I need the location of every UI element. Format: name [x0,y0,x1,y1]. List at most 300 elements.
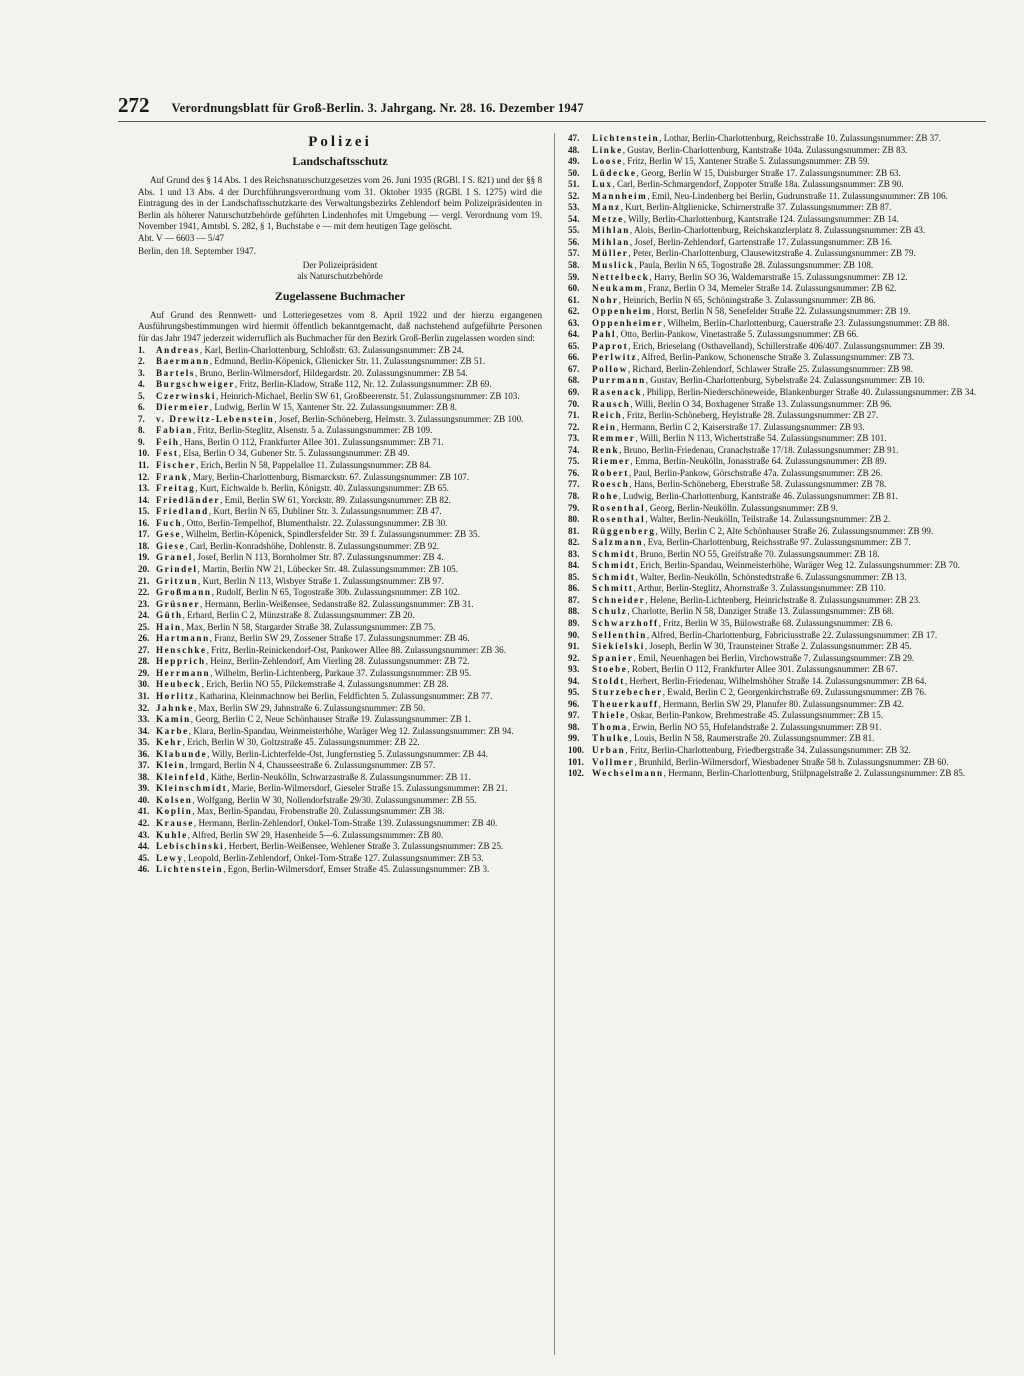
entry-details: , Erich, Berlin W 30, Goltzstraße 45. Zulassungsnummer: ZB 22. [182,737,420,748]
bookmaker-name: Spanier [592,652,634,663]
entry-number: 22. [138,587,150,598]
entry-number: 25. [138,621,150,632]
decree-paragraph: Auf Grund des § 14 Abs. 1 des Reichsnaturschutzgesetzes vom 26. Juni 1935 (RGBl. I S. 821) und der §§ 8 Abs. 1 und 13 Abs. 4 der Durchführungsverordnung vom 31. Oktober 1935 (RGBl. I S. 1275) wird die Eintragung des in der Landschaftsschutzkarte des Verwaltungsbezirks Zehlendorf beim Polizeipräsidenten in Berlin als höherer Naturschutzbehörde geführten Lindenhofes mit Umgebung — vergl. Verordnung vom 19. November 1941, Amtsbl. S. 282, § 1, Buchstabe e — mit dem heutigen Tage gelöscht. [138,175,542,232]
entry-details: , Bruno, Berlin-Wilmersdorf, Hildegardstr. 20. Zulassungsnummer: ZB 54. [194,367,468,378]
entry-number: 98. [568,721,580,732]
entry-details: , Georg, Berlin-Neukölln. Zulassungsnummer: ZB 9. [645,502,838,513]
entry-details: , Wolfgang, Berlin W 30, Nollendorfstraße 29/30. Zulassungsnummer: ZB 55. [192,794,477,805]
entry-number: 72. [568,421,580,432]
list-item [138,495,542,507]
entry-number: 3. [138,367,145,378]
entry-number: 33. [138,714,150,725]
list-item [568,745,988,757]
entry-number: 7. [138,413,145,424]
list-item [138,472,542,484]
entry-details: , Ewald, Berlin C 2, Georgenkirchstraße 69. Zulassungsnummer: ZB 76. [662,687,927,698]
list-item [138,760,542,772]
bookmaker-name: Freitag [156,483,196,494]
list-item [138,772,542,784]
list-item [138,552,542,564]
bookmaker-name: Perlwitz [592,352,638,363]
entry-details: , Edmund, Berlin-Köpenick, Glienicker Str. 11. Zulassungsnummer: ZB 51. [209,356,486,367]
list-item [138,368,542,380]
list-item [138,356,542,368]
list-item [568,722,988,734]
entry-number: 1. [138,344,145,355]
list-item [568,710,988,722]
bookmaker-name: Mannheim [592,190,648,201]
bookmaker-name: Heubeck [156,679,202,690]
bookmaker-name: Giese [156,540,186,551]
date-line: Berlin, den 18. September 1947. [138,246,256,257]
bookmaker-name: Klein [156,760,186,771]
list-item [568,283,988,295]
entry-details: , Robert, Berlin O 112, Frankfurter Allee 301. Zulassungsnummer: ZB 67. [627,664,898,675]
entry-number: 45. [138,852,150,863]
bookmaker-name: Baermann [156,356,210,367]
section-heading: Polizei [308,134,372,150]
bookmaker-name: Manz [592,202,621,213]
bookmaker-name: Rein [592,421,617,432]
entry-details: , Bruno, Berlin-Friedenau, Cranachstraße 17/18. Zulassungsnummer: ZB 91. [619,444,899,455]
bookmaker-name: Sturzebecher [592,687,663,698]
entry-number: 50. [568,167,580,178]
bookmaker-name: Muslick [592,260,635,271]
list-item [568,179,988,191]
entry-details: , Hermann, Berlin SW 29, Planufer 80. Zulassungsnummer: ZB 42. [658,698,904,709]
list-item [138,668,542,680]
list-item [568,618,988,630]
entry-details: , Elsa, Berlin O 34, Gubener Str. 5. Zulassungsnummer: ZB 49. [178,448,410,459]
entry-number: 4. [138,379,145,390]
list-item [568,491,988,503]
entry-number: 54. [568,213,580,224]
list-item [138,610,542,622]
entry-number: 43. [138,829,150,840]
list-item [138,645,542,657]
entry-details: , Willy, Berlin C 2, Alte Schönhauser Straße 26. Zulassungsnummer: ZB 99. [655,525,934,536]
entry-number: 28. [138,656,150,667]
entry-details: , Helene, Berlin-Lichtenberg, Heinrichstraße 8. Zulassungsnummer: ZB 23. [645,594,921,605]
entry-number: 80. [568,514,580,525]
entry-number: 95. [568,687,580,698]
bookmaker-name: Rüggenberg [592,525,656,536]
entry-details: , Charlotte, Berlin N 58, Danziger Straße 13. Zulassungsnummer: ZB 68. [627,606,894,617]
authority-signature [138,260,542,283]
list-item [568,537,988,549]
entry-number: 58. [568,260,580,271]
bookmaker-name: Klabunde [156,748,208,759]
entry-details: , Max, Berlin SW 29, Jahnstraße 6. Zulassungsnummer: ZB 50. [193,702,426,713]
entry-details: , Erhard, Berlin C 2, Münzstraße 8. Zulassungsnummer: ZB 20. [182,610,415,621]
entry-details: , Karl, Berlin-Charlottenburg, Schloßstr. 63. Zulassungsnummer: ZB 24. [199,344,464,355]
bookmaker-name: Thiele [592,710,626,721]
list-item [568,503,988,515]
list-item [138,564,542,576]
list-item [138,818,542,830]
entry-details: , Walter, Berlin-Neukölln, Schönstedtstraße 6. Zulassungsnummer: ZB 13. [635,571,907,582]
bookmaker-name: Koplin [156,806,193,817]
entry-details: , Alfred, Berlin SW 29, Hasenheide 5—6. Zulassungsnummer: ZB 80. [187,829,444,840]
entry-details: , Kurt, Berlin N 113, Wisbyer Straße 1. Zulassungsnummer: ZB 97. [198,575,444,586]
entry-details: , Marie, Berlin-Wilmersdorf, Gieseler Straße 15. Zulassungsnummer: ZB 21. [227,783,508,794]
entry-details: , Hermann, Berlin C 2, Kaiserstraße 17. Zulassungsnummer: ZB 93. [616,421,865,432]
entry-number: 31. [138,690,150,701]
authority-line-1: Der Polizeipräsident [302,259,378,270]
bookmaker-name: Theuerkauff [592,698,659,709]
bookmaker-name: Reich [592,410,623,421]
entry-details: , Josef, Berlin-Zehlendorf, Gartenstraße 17. Zulassungsnummer: ZB 16. [629,236,893,247]
list-item [138,518,542,530]
entry-details: , Emil, Neuenhagen bei Berlin, Virchowstraße 7. Zulassungsnummer: ZB 29. [633,652,915,663]
entry-number: 79. [568,502,580,513]
bookmaker-name: Pollow [592,363,628,374]
bookmaker-name: Pahl [592,329,617,340]
entry-number: 81. [568,525,580,536]
entry-number: 42. [138,817,150,828]
authority-line-2: als Naturschutzbehörde [297,271,383,282]
entry-details: , Käthe, Berlin-Neukölln, Schwarzastraße 8. Zulassungsnummer: ZB 11. [206,771,471,782]
entry-number: 63. [568,317,580,328]
list-item [568,364,988,376]
entry-number: 84. [568,560,580,571]
list-item [568,168,988,180]
bookmaker-name: Kamin [156,714,191,725]
entry-number: 67. [568,363,580,374]
bookmaker-name: Güth [156,610,183,621]
list-item [138,391,542,403]
entry-details: , Arthur, Berlin-Steglitz, Ahornstraße 3. Zulassungsnummer: ZB 110. [633,583,886,594]
list-item [138,576,542,588]
left-column [138,133,542,876]
entry-number: 26. [138,633,150,644]
entry-number: 94. [568,675,580,686]
entry-number: 74. [568,444,580,455]
bookmaker-name: Czerwinski [156,390,216,401]
entry-details: , Ludwig, Berlin W 15, Xantener Str. 22. Zulassungsnummer: ZB 8. [209,402,457,413]
entry-details: , Kurt, Berlin N 65, Dubliner Str. 3. Zulassungsnummer: ZB 47. [208,506,442,517]
entry-number: 6. [138,402,145,413]
bookmaker-name: Stoebe [592,664,628,675]
bookmaker-name: Rosenthal [592,502,646,513]
bookmaker-name: Thulke [592,733,630,744]
page-header [118,93,986,117]
entry-details: , Irmgard, Berlin N 4, Chausseestraße 6. Zulassungsnummer: ZB 57. [185,760,436,771]
entry-number: 65. [568,340,580,351]
entry-details: , Otto, Berlin-Tempelhof, Blumenthalstr. 22. Zulassungsnummer: ZB 30. [182,517,448,528]
list-item [568,433,988,445]
entry-number: 36. [138,748,150,759]
entry-number: 44. [138,841,150,852]
gazette-title: Verordnungsblatt für Groß-Berlin. 3. Jahrgang. Nr. 28. 16. Dezember 1947 [171,101,584,115]
bookmaker-name: Siekielski [592,641,645,652]
entry-details: , Mary, Berlin-Charlottenburg, Bismarckstr. 67. Zulassungsnummer: ZB 107. [188,471,470,482]
entry-details: , Josef, Berlin-Schöneberg, Helmstr. 3. Zulassungsnummer: ZB 100. [274,413,524,424]
entry-details: , Erich, Brieselang (Osthavelland), Schillerstraße 406/407. Zulassungsnummer: ZB 39. [628,340,945,351]
list-item [568,549,988,561]
entry-details: , Gustav, Berlin-Charlottenburg, Sybelstraße 24. Zulassungsnummer: ZB 10. [645,375,925,386]
entry-details: , Josef, Berlin N 113, Bornholmer Str. 87. Zulassungsnummer: ZB 4. [192,552,444,563]
bookmaker-name: Lebischinski [156,841,225,852]
entry-number: 91. [568,641,580,652]
entry-details: , Paul, Berlin-Pankow, Görschstraße 47a. Zulassungsnummer: ZB 26. [628,467,883,478]
entry-details: , Otto, Berlin-Pankow, Vinetastraße 5. Zulassungsnummer: ZB 66. [616,329,859,340]
bookmaker-name: v. Drewitz-Lebenstein [156,413,275,424]
list-item [568,399,988,411]
bookmaker-name: Großmann [156,587,212,598]
bookmaker-name: Hain [156,621,182,632]
entry-number: 49. [568,156,580,167]
entry-number: 12. [138,471,150,482]
entry-details: , Emil, Neu-Lindenberg bei Berlin, Gudrunstraße 11. Zulassungsnummer: ZB 106. [647,190,948,201]
entry-details: , Bruno, Berlin NO 55, Greifstraße 70. Zulassungsnummer: ZB 18. [635,548,880,559]
bookmaker-name: Fest [156,448,179,459]
list-item [138,841,542,853]
bookmaker-name: Remmer [592,433,636,444]
bookmaker-name: Horlitz [156,690,195,701]
list-item [568,595,988,607]
entry-number: 8. [138,425,145,436]
bookmaker-name: Rausch [592,398,631,409]
entry-number: 100. [568,744,584,755]
list-item [568,479,988,491]
list-item [568,318,988,330]
entry-number: 48. [568,144,580,155]
list-item [138,679,542,691]
entry-number: 14. [138,494,150,505]
bookmaker-name: Karbe [156,725,189,736]
entry-details: , Carl, Berlin-Konradshöhe, Dohlenstr. 8. Zulassungsnummer: ZB 92. [185,540,440,551]
entry-details: , Hans, Berlin-Schöneberg, Eberstraße 58. Zulassungsnummer: ZB 78. [629,479,887,490]
entry-details: , Herbert, Berlin-Weißensee, Wehlener Straße 3. Zulassungsnummer: ZB 25. [224,841,504,852]
list-item [568,214,988,226]
list-item [138,749,542,761]
bookmaker-name: Neukamm [592,283,644,294]
entry-details: , Erich, Berlin N 58, Pappelallee 11. Zulassungsnummer: ZB 84. [196,460,432,471]
entry-number: 32. [138,702,150,713]
entry-details: , Wilhelm, Berlin-Köpenick, Spindlersfelder Str. 39 f. Zulassungsnummer: ZB 35. [181,529,480,540]
bookmaker-name: Schulz [592,606,628,617]
bookmaker-name: Feih [156,436,180,447]
entry-details: , Emil, Berlin SW 61, Yorckstr. 89. Zulassungsnummer: ZB 82. [220,494,451,505]
entry-number: 2. [138,356,145,367]
bookmaker-name: Loose [592,156,623,167]
bookmaker-name: Vollmer [592,756,635,767]
list-item [568,572,988,584]
entry-details: , Willy, Berlin-Charlottenburg, Kantstraße 124. Zulassungsnummer: ZB 14. [623,213,899,224]
entry-number: 59. [568,271,580,282]
entry-details: , Egon, Berlin-Wilmersdorf, Emser Straße 45. Zulassungsnummer: ZB 3. [223,864,490,875]
bookmaker-name: Kehr [156,737,183,748]
list-item [138,506,542,518]
entry-number: 64. [568,329,580,340]
entry-details: , Hermann, Berlin-Zehlendorf, Onkel-Tom-Straße 139. Zulassungsnummer: ZB 40. [193,817,498,828]
list-item [568,768,988,780]
list-item [138,379,542,391]
bookmaker-name: Henschke [156,644,207,655]
entry-number: 77. [568,479,580,490]
list-item [138,830,542,842]
entry-details: , Alfred, Berlin-Charlottenburg, Fabriciusstraße 22. Zulassungsnummer: ZB 17. [646,629,938,640]
bookmaker-name: Salzmann [592,537,644,548]
bookmaker-name: Linke [592,144,623,155]
entry-details: , Erich, Berlin-Spandau, Weinmeisterhöhe, Waräger Weg 12. Zulassungsnummer: ZB 70. [635,560,960,571]
page-number: 272 [118,93,150,117]
bookmaker-name: Kleinschmidt [156,783,228,794]
entry-number: 73. [568,433,580,444]
entry-details: , Fritz, Berlin-Schöneberg, Heylstraße 28. Zulassungsnummer: ZB 27. [622,410,879,421]
entry-number: 85. [568,571,580,582]
bookmaker-name: Roesch [592,479,630,490]
bookmaker-name: Müller [592,248,629,259]
list-item [568,295,988,307]
bookmaker-name: Grüsner [156,598,201,609]
list-item [138,345,542,357]
list-item [138,622,542,634]
list-item [568,653,988,665]
entry-details: , Fritz, Berlin-Steglitz, Alsenstr. 5 a. Zulassungsnummer: ZB 109. [192,425,433,436]
entry-details: , Gustav, Berlin-Charlottenburg, Kantstraße 104a. Zulassungsnummer: ZB 83. [622,144,908,155]
entry-number: 5. [138,390,145,401]
entry-details: , Leopold, Berlin-Zehlendorf, Onkel-Tom-Straße 127. Zulassungsnummer: ZB 53. [183,852,484,863]
entry-number: 76. [568,467,580,478]
entry-details: , Fritz, Berlin-Reinickendorf-Ost, Pankower Allee 88. Zulassungsnummer: ZB 36. [206,644,506,655]
entry-number: 16. [138,517,150,528]
bookmaker-name: Hepprich [156,656,206,667]
bookmaker-name: Friedländer [156,494,221,505]
entry-details: , Franz, Berlin O 34, Memeler Straße 14. Zulassungsnummer: ZB 62. [643,283,897,294]
subheading-landschaftsschutz: Landschaftsschutz [292,154,388,168]
entry-details: , Richard, Berlin-Zehlendorf, Schlawer Straße 25. Zulassungsnummer: ZB 98. [627,363,914,374]
list-item [138,460,542,472]
bookmaker-name: Bartels [156,367,195,378]
bookmaker-name: Lux [592,179,613,190]
bookmaker-name: Schwarzhoff [592,617,659,628]
entry-details: , Joseph, Berlin W 30, Traunsteiner Straße 2. Zulassungsnummer: ZB 45. [644,641,912,652]
list-item [568,145,988,157]
entry-number: 10. [138,448,150,459]
bookmaker-name: Diermeier [156,402,210,413]
entry-details: , Willi, Berlin O 34, Boxhagener Straße 13. Zulassungsnummer: ZB 96. [630,398,892,409]
entry-details: , Fritz, Berlin W 35, Bülowstraße 68. Zulassungsnummer: ZB 6. [658,617,893,628]
entry-details: , Klara, Berlin-Spandau, Weinmeisterhöhe, Waräger Weg 12. Zulassungsnummer: ZB 94. [188,725,514,736]
entry-number: 82. [568,537,580,548]
bookmaker-name: Fischer [156,460,196,471]
list-item [138,703,542,715]
list-item [138,402,542,414]
entry-details: , Emma, Berlin-Neukölln, Jonasstraße 64. Zulassungsnummer: ZB 89. [630,456,887,467]
list-item [138,783,542,795]
bookmaker-name: Gritzun [156,575,199,586]
bookmaker-name: Mihlan [592,236,630,247]
entry-details: , Peter, Berlin-Charlottenburg, Clausewitzstraße 4. Zulassungsnummer: ZB 79. [628,248,916,259]
entry-details: , Oskar, Berlin-Pankow, Brehmestraße 45. Zulassungsnummer: ZB 15. [625,710,884,721]
entry-number: 46. [138,864,150,875]
list-item [138,691,542,703]
entry-details: , Carl, Berlin-Schmargendorf, Zoppoter Straße 18a. Zulassungsnummer: ZB 90. [612,179,904,190]
entry-number: 20. [138,563,150,574]
bookmaker-name: Frank [156,471,189,482]
list-item [568,699,988,711]
bookmaker-name: Burgschweiger [156,379,235,390]
list-item [568,248,988,260]
list-item [568,757,988,769]
entry-details: , Alfred, Berlin-Pankow, Schonensche Straße 3. Zulassungsnummer: ZB 73. [637,352,915,363]
list-item [568,664,988,676]
list-item [138,737,542,749]
bookmaker-name: Hartmann [156,633,210,644]
entry-number: 101. [568,756,584,767]
list-item [138,414,542,426]
list-item [138,633,542,645]
list-item [568,676,988,688]
bookmaker-name: Lichtenstein [156,864,224,875]
entry-number: 93. [568,664,580,675]
entry-details: , Georg, Berlin C 2, Neue Schönhauser Straße 19. Zulassungsnummer: ZB 1. [190,714,471,725]
entry-details: , Rudolf, Berlin N 65, Togostraße 30b. Zulassungsnummer: ZB 102. [211,587,460,598]
entry-number: 30. [138,679,150,690]
list-item [138,853,542,865]
entry-number: 24. [138,610,150,621]
entry-number: 11. [138,460,149,471]
list-item [568,352,988,364]
bookmaker-name: Oppenheim [592,306,652,317]
entry-details: , Wilhelm, Berlin-Lichtenberg, Parkaue 37. Zulassungsnummer: ZB 95. [210,667,472,678]
entry-number: 37. [138,760,150,771]
entry-details: , Hermann, Berlin-Weißensee, Sedanstraße 82. Zulassungsnummer: ZB 31. [200,598,474,609]
entry-details: , Georg, Berlin W 15, Duisburger Straße 17. Zulassungsnummer: ZB 63. [636,167,901,178]
entry-number: 102. [568,768,584,779]
list-item [568,560,988,572]
list-item [138,541,542,553]
list-item [138,806,542,818]
list-item [568,191,988,203]
list-item [568,260,988,272]
list-item [568,422,988,434]
entry-details: , Fritz, Berlin W 15, Xantener Straße 5. Zulassungsnummer: ZB 59. [622,156,870,167]
entry-number: 89. [568,617,580,628]
right-column [568,133,988,780]
entry-number: 86. [568,583,580,594]
entry-number: 69. [568,387,580,398]
list-item [568,202,988,214]
entry-number: 38. [138,771,150,782]
bookmaker-name: Kolsen [156,794,193,805]
bookmaker-name: Thoma [592,721,628,732]
bookmaker-name: Jahnke [156,702,194,713]
entry-details: , Philipp, Berlin-Niederschöneweide, Blankenburger Straße 40. Zulassungsnummer: ZB 34. [642,387,977,398]
entry-number: 90. [568,629,580,640]
entry-number: 19. [138,552,150,563]
entry-details: , Kurt, Eichwalde b. Berlin, Königstr. 40. Zulassungsnummer: ZB 65. [195,483,449,494]
bookmaker-name: Stoldt [592,675,625,686]
entry-details: , Alois, Berlin-Charlottenburg, Reichskanzlerplatz 8. Zulassungsnummer: ZB 43. [629,225,926,236]
header-rule [118,121,986,122]
entry-number: 15. [138,506,150,517]
entry-number: 47. [568,133,580,143]
list-item [138,587,542,599]
entry-details: , Fritz, Berlin-Charlottenburg, Friedbergstraße 34. Zulassungsnummer: ZB 32. [625,744,911,755]
bookmaker-name: Mihlan [592,225,630,236]
entry-details: , Brunhild, Berlin-Wilmersdorf, Wiesbadener Straße 58 b. Zulassungsnummer: ZB 60. [634,756,949,767]
entry-details: , Heinz, Berlin-Zehlendorf, Am Vierling 28. Zulassungsnummer: ZB 72. [205,656,470,667]
list-item [138,425,542,437]
list-item [138,448,542,460]
list-item [568,341,988,353]
entry-number: 29. [138,667,150,678]
bookmaker-name: Schmidt [592,571,636,582]
bookmaker-list-left [138,345,542,876]
